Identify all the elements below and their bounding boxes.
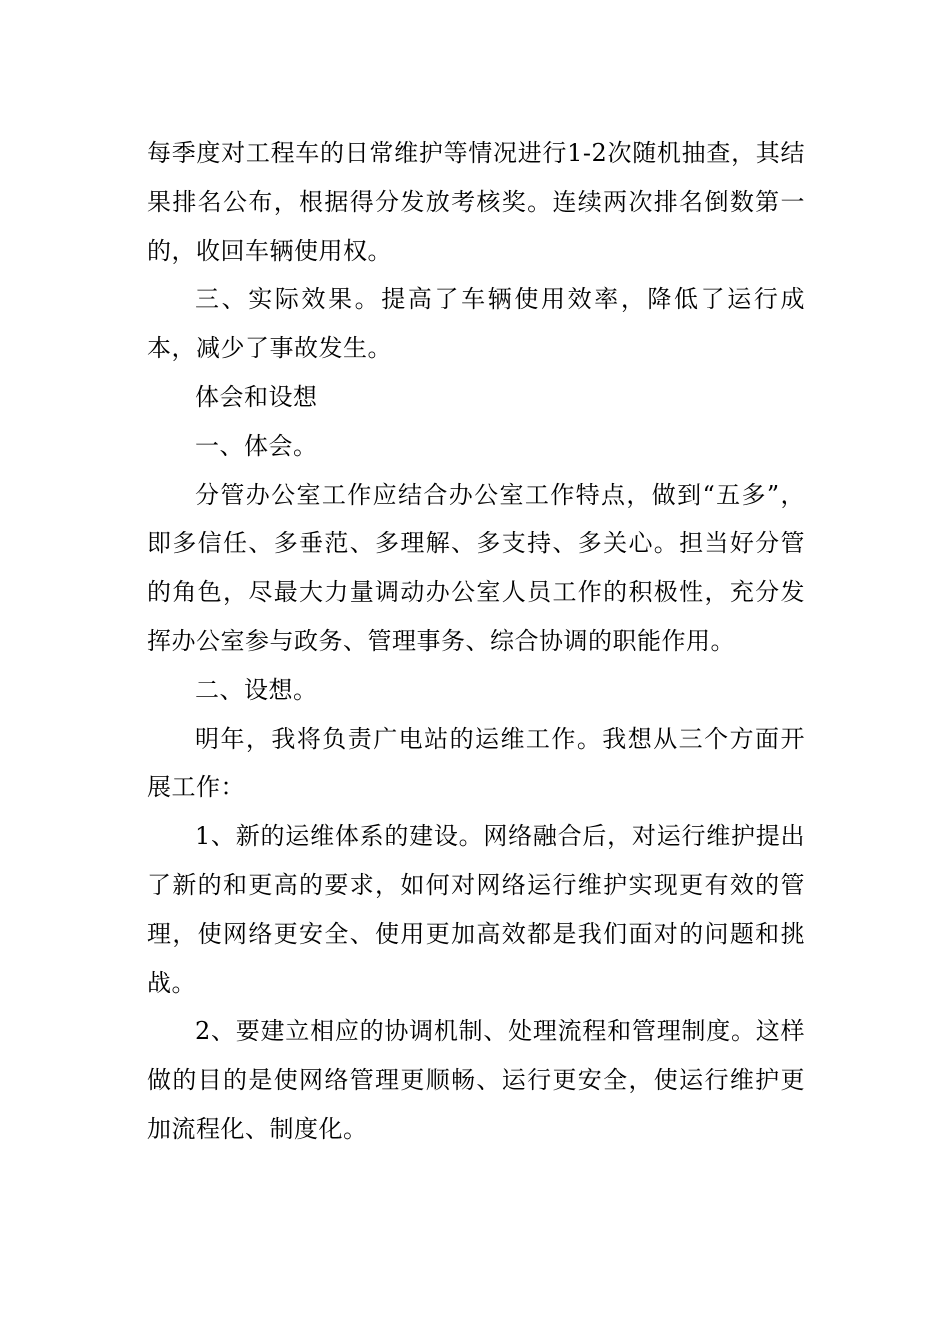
paragraph-next-year: 明年，我将负责广电站的运维工作。我想从三个方面开展工作： <box>147 724 805 802</box>
paragraph-actual-effect: 三、实际效果。提高了车辆使用效率，降低了运行成本，减少了事故发生。 <box>147 285 805 363</box>
paragraph-office-management: 分管办公室工作应结合办公室工作特点，做到“五多”，即多信任、多垂范、多理解、多支持、多关心。担当好分管的角色，尽最大力量调动办公室人员工作的积极性，充分发挥办公室参与政务、管理事务、综合协调的职能作用。 <box>147 480 805 655</box>
paragraph-inspection-continuation: 每季度对工程车的日常维护等情况进行1-2次随机抽查，其结果排名公布，根据得分发放考核奖。连续两次排名倒数第一的，收回车辆使用权。 <box>147 139 805 265</box>
subheading-experience: 一、体会。 <box>195 431 318 460</box>
subheading-plans: 二、设想。 <box>195 675 318 704</box>
document-body <box>147 129 805 1154</box>
paragraph-plan-item-1: 1、新的运维体系的建设。网络融合后，对运行维护提出了新的和更高的要求，如何对网络运行维护实现更有效的管理，使网络更安全、使用更加高效都是我们面对的问题和挑战。 <box>147 822 805 997</box>
section-heading-experience-and-plans: 体会和设想 <box>195 382 318 411</box>
paragraph-plan-item-2: 2、要建立相应的协调机制、处理流程和管理制度。这样做的目的是使网络管理更顺畅、运行更安全，使运行维护更加流程化、制度化。 <box>147 1017 805 1143</box>
